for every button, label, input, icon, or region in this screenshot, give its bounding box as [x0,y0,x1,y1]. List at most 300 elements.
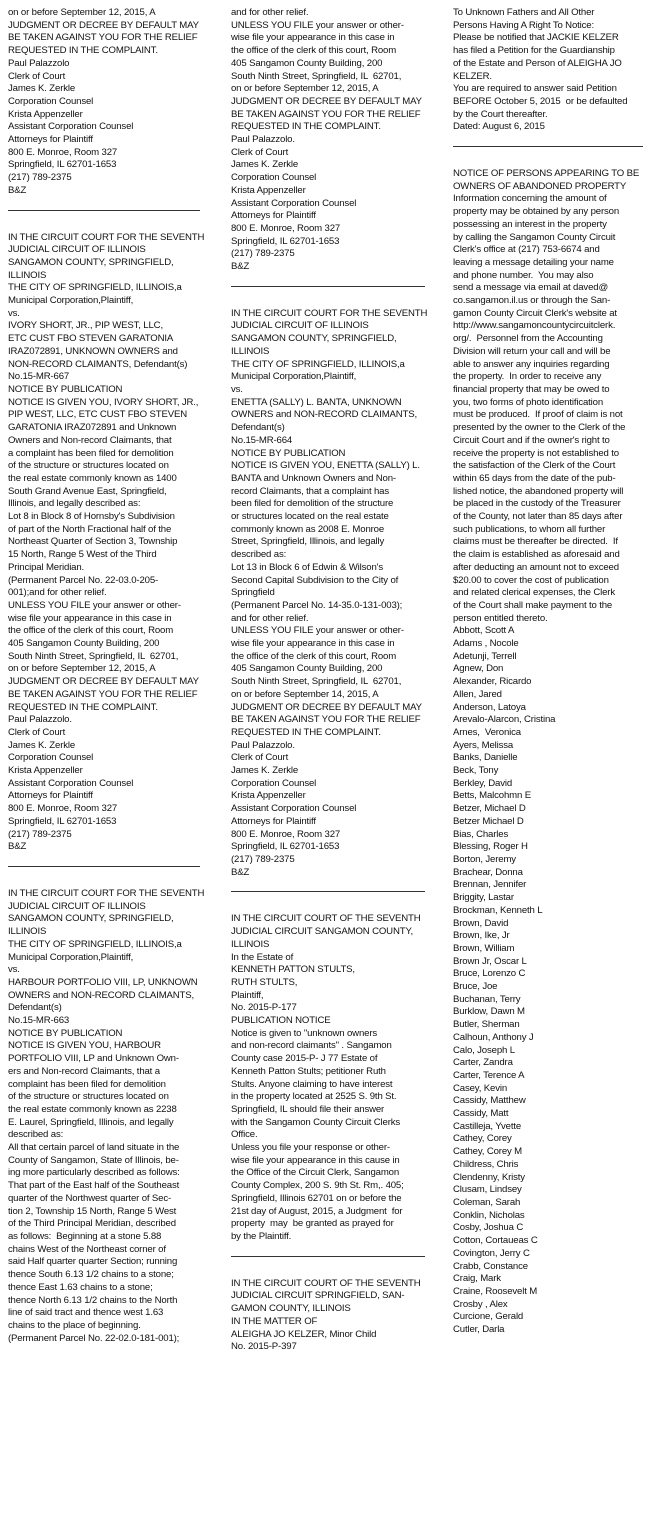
notice-line: NOTICE BY PUBLICATION [8,1027,123,1039]
legal-notice [453,168,645,1337]
notice-line: described as: [231,549,287,561]
notice-line: and phone number. You may also [453,269,594,281]
notice-line: Bruce, Lorenzo C [453,968,526,980]
notice-line: the satisfaction of the Clerk of the Court [453,460,616,472]
notice-line: IN THE CIRCUIT COURT FOR THE SEVENTH [8,888,205,899]
notice-line: by calling the Sangamon County Circuit [453,231,616,243]
notice-line: Assistant Corporation Counsel [231,803,357,815]
notice-line: $20.00 to cover the cost of publication [453,574,609,586]
legal-notice [231,308,427,880]
notice-line: Betzer Michael D [453,815,524,827]
notice-line: wise file your appearance in this case in [231,32,395,44]
notice-line: Clerk of Court [8,70,66,82]
notice-line: Please be notified that JACKIE KELZER [453,32,619,44]
notice-line: Briggity, Lastar [453,892,514,904]
notice-line: NOTICE OF PERSONS APPEARING TO BE [453,168,640,180]
notice-line: JUDICIAL CIRCUIT OF ILLINOIS [8,244,146,256]
notice-line: BEFORE October 5, 2015 or be defaulted [453,95,628,107]
notice-line: Springfield [231,587,275,599]
notice-line: vs. [231,383,243,395]
notice-line: ILLINOIS [8,926,47,938]
notice-line: within 65 days from the date of the pub- [453,472,616,484]
notice-line: NOTICE IS GIVEN YOU, IVORY SHORT, JR., [8,396,199,408]
notice-line: IRAZ072891, UNKNOWN OWNERS and [8,345,178,357]
notice-line: quarter of the Northwest quarter of Sec- [8,1192,172,1204]
notice-line: JUDICIAL CIRCUIT OF ILLINOIS [8,900,146,912]
notice-line: 405 Sangamon County Building, 200 [231,57,383,69]
column-3 [453,7,645,1337]
notice-line: South Grand Avenue East, Springfield, [8,485,167,497]
notice-line: possessing an interest in the property [453,218,607,230]
notice-line: Cathey, Corey [453,1133,512,1145]
notice-line: thence East 1.63 chains to a stone; [8,1281,153,1293]
notice-line: Burklow, Dawn M [453,1006,525,1018]
notice-line: Alexander, Ricardo [453,676,532,688]
notice-line: You are required to answer said Petition [453,83,617,95]
notice-line: Craine, Roosevelt M [453,1285,538,1297]
notice-line: of the Court shall make payment to the [453,599,613,611]
notice-divider [8,866,200,867]
notice-line: commonly known as 2008 E. Monroe [231,523,385,535]
notice-line: JUDICIAL CIRCUIT SANGAMON COUNTY, [231,926,413,938]
notice-line: Paul Palazzolo. [231,739,295,751]
notice-line: (217) 789-2375 [8,828,72,840]
notice-line: and non-record claimants" . Sangamon [231,1040,392,1052]
notice-line: Adetunji, Terrell [453,650,517,662]
notice-line: Curcione, Gerald [453,1311,524,1323]
notice-line: James K. Zerkle [8,739,76,751]
column-1 [8,7,208,1345]
notice-line: Arnes, Veronica [453,726,521,738]
notice-line: OWNERS OF ABANDONED PROPERTY [453,180,627,192]
legal-notice [8,7,208,198]
notice-line: (217) 789-2375 [8,172,72,184]
notice-line: Springfield, IL should file their answer [231,1103,385,1115]
notice-line: OWNERS and NON-RECORD CLAIMANTS, [8,989,195,1001]
notice-line: Kenneth Patton Stults; petitioner Ruth [231,1065,386,1077]
notice-line: after deducting an amount not to exceed [453,561,619,573]
notice-line: or structures located on the real estate [231,511,389,523]
notice-line: REQUESTED IN THE COMPLAINT. [231,121,381,133]
notice-line: Assistant Corporation Counsel [8,121,134,133]
notice-line: Brown, William [453,942,515,954]
notice-line: Krista Appenzeller [8,765,83,777]
notice-line: gamon County Circuit Clerk's website at [453,307,617,319]
notice-line: County case 2015-P- J 77 Estate of [231,1053,378,1065]
notice-line: Assistant Corporation Counsel [231,197,357,209]
notice-line: E. Laurel, Springfield, Illinois, and legally [8,1116,174,1128]
notice-line: HARBOUR PORTFOLIO VIII, LP, UNKNOWN [8,976,198,988]
notice-line: the real estate commonly known as 1400 [8,472,177,484]
notice-line: JUDICIAL CIRCUIT SPRINGFIELD, SAN- [231,1290,405,1302]
notice-line: of the County, not later than 85 days after [453,511,623,523]
notice-line: Allen, Jared [453,688,502,700]
notice-line: South Ninth Street, Springfield, IL 62701, [231,70,402,82]
notice-line: Brockman, Kenneth L [453,904,543,916]
notice-line: you, two forms of photo identification [453,396,604,408]
notice-line: Carter, Zandra [453,1057,513,1069]
notice-line: SANGAMON COUNTY, SPRINGFIELD, [231,333,397,345]
notice-line: NOTICE BY PUBLICATION [8,383,123,395]
notice-line: Springfield, IL 62701-1653 [8,159,117,171]
notice-line: SANGAMON COUNTY, SPRINGFIELD, [8,256,174,268]
notice-line: BE TAKEN AGAINST YOU FOR THE RELIEF [231,108,421,120]
notice-line: James K. Zerkle [231,159,299,171]
notice-line: Calo, Joseph L [453,1044,515,1056]
notice-line: (217) 789-2375 [231,248,295,260]
notice-line: No.15-MR-664 [231,434,293,446]
notice-line: org/. Personnel from the Accounting [453,333,603,345]
notice-line: lished notice, the abandoned property will [453,485,624,497]
notice-line: Krista Appenzeller [231,790,306,802]
notice-line: UNLESS YOU FILE your answer or other- [231,19,404,31]
notice-line: Lot 8 in Block 8 of Hornsby's Subdivision [8,511,175,523]
notice-line: Springfield, IL 62701-1653 [8,815,117,827]
notice-line: Castilleja, Yvette [453,1120,522,1132]
notice-line: THE CITY OF SPRINGFIELD, ILLINOIS,a [8,938,182,950]
notice-line: Plaintiff, [231,989,264,1001]
legal-notice [231,913,427,1243]
notice-line: Lot 13 in Block 6 of Edwin & Wilson's [231,561,383,573]
notice-line: Clusam, Lindsey [453,1184,522,1196]
notice-line: To Unknown Fathers and All Other [453,7,595,18]
legal-notice [231,7,427,274]
notice-line: and for other relief. [231,612,309,624]
notice-line: Childress, Chris [453,1158,519,1170]
notice-line: KELZER. [453,70,492,82]
notice-line: (Permanent Parcel No. 22-03.0-205- [8,574,159,586]
notice-line: person entitled thereto. [453,612,548,624]
notice-line: OWNERS and NON-RECORD CLAIMANTS, [231,409,418,421]
notice-line: BANTA and Unknown Owners and Non- [231,472,396,484]
notice-line: Attorneys for Plaintiff [8,790,93,802]
notice-line: Banks, Danielle [453,752,518,764]
notice-line: ILLINOIS [231,345,270,357]
notice-line: of the structure or structures located on [8,460,169,472]
notice-line: claims must be thereafter be directed. If [453,536,618,548]
notice-line: the real estate commonly known as 2238 [8,1103,177,1115]
notice-line: JUDGMENT OR DECREE BY DEFAULT MAY [8,676,199,688]
notice-line: County of Sangamon, State of Illinois, be- [8,1154,179,1166]
notice-line: PORTFOLIO VIII, LP and Unknown Own- [8,1053,179,1065]
notice-line: Unless you file your response or other- [231,1142,390,1154]
notice-line: IVORY SHORT, JR., PIP WEST, LLC, [8,320,163,332]
notice-line: with the Sangamon County Circuit Clerks [231,1116,401,1128]
notice-line: on or before September 12, 2015, A [8,7,156,18]
notice-line: on or before September 12, 2015, A [231,83,379,95]
notice-line: Municipal Corporation,Plaintiff, [8,951,134,963]
legal-notice [453,7,645,134]
notice-line: Crosby , Alex [453,1298,508,1310]
notice-line: Bias, Charles [453,828,509,840]
notice-line: Brachear, Donna [453,866,523,878]
notice-line: 800 E. Monroe, Room 327 [8,803,118,815]
notice-line: Street, Springfield, Illinois, and legally [231,536,385,548]
legal-notice [8,232,208,854]
notice-line: Corporation Counsel [231,777,317,789]
notice-line: chains to the place of beginning. [8,1319,141,1331]
notice-line: property may be granted as prayed for [231,1218,394,1230]
notice-line: must be produced. If proof of claim is not [453,409,623,421]
notice-line: thence South 6.13 1/2 chains to a stone; [8,1269,174,1281]
notice-line: Persons Having A Right To Notice: [453,19,594,31]
notice-line: ENETTA (SALLY) L. BANTA, UNKNOWN [231,396,402,408]
notice-line: James K. Zerkle [8,83,76,95]
notice-line: Illinois, and legally described as: [8,498,141,510]
notice-line: B&Z [8,841,27,853]
notice-line: Circuit Court and if the owner's right to [453,434,610,446]
notice-line: That part of the East half of the Southeast [8,1180,180,1192]
notice-line: RUTH STULTS, [231,976,298,988]
notice-line: wise file your appearance in this cause in [231,1154,400,1166]
notice-line: No.15-MR-663 [8,1015,70,1027]
notice-line: Second Capital Subdivision to the City of [231,574,399,586]
notice-line: BE TAKEN AGAINST YOU FOR THE RELIEF [8,32,198,44]
notice-line: BE TAKEN AGAINST YOU FOR THE RELIEF [231,714,421,726]
notice-line: receive the property is not established to [453,447,619,459]
notice-line: Assistant Corporation Counsel [8,777,134,789]
notice-line: chains West of the Northeast corner of [8,1243,166,1255]
notice-line: NOTICE IS GIVEN YOU, HARBOUR [8,1040,161,1052]
notice-line: B&Z [231,261,250,273]
notice-line: presented by the owner to the Clerk of the [453,422,626,434]
notice-line: Adams , Nocole [453,638,519,650]
notice-line: 800 E. Monroe, Room 327 [8,146,118,158]
notice-line: No. 2015-P-177 [231,1002,297,1014]
column-2 [231,7,427,1354]
notice-line: a complaint has been filed for demolition [8,447,174,459]
notice-line: Stults. Anyone claiming to have interest [231,1078,393,1090]
notice-line: Dated: August 6, 2015 [453,121,545,133]
notice-line: (Permanent Parcel No. 22-02.0-181-001); [8,1332,180,1344]
notice-line: of the structure or structures located on [8,1091,169,1103]
notice-line: Information concerning the amount of [453,193,607,205]
notice-line: wise file your appearance in this case in [231,638,395,650]
notice-line: such publications, to whom all further [453,523,606,535]
notice-line: Krista Appenzeller [231,184,306,196]
notice-divider [231,286,425,287]
notice-line: Covington, Jerry C [453,1247,530,1259]
notice-line: described as: [8,1129,64,1141]
notice-line: co.sangamon.il.us or through the San- [453,295,611,307]
notice-line: Clerk of Court [231,752,289,764]
notice-line: complaint has been filed for demolition [8,1078,166,1090]
notice-line: ETC CUST FBO STEVEN GARATONIA [8,333,174,345]
notice-line: 15 North, Range 5 West of the Third [8,549,157,561]
notice-line: be placed in the custody of the Treasurer [453,498,621,510]
notice-line: Office. [231,1129,258,1141]
notice-line: KENNETH PATTON STULTS, [231,964,355,976]
notice-line: REQUESTED IN THE COMPLAINT. [8,45,158,57]
notice-line: Notice is given to "unknown owners [231,1027,378,1039]
notice-line: All that certain parcel of land situate in the [8,1142,180,1154]
notice-line: Cathey, Corey M [453,1146,523,1158]
notice-line: Cutler, Darla [453,1324,505,1336]
notice-line: Abbott, Scott A [453,625,515,637]
notice-line: thence North 6.13 1/2 chains to the North [8,1294,178,1306]
notice-line: vs. [8,964,20,976]
notice-line: B&Z [231,866,250,878]
notice-line: IN THE CIRCUIT COURT OF THE SEVENTH [231,913,421,925]
notice-line: vs. [8,307,20,319]
notice-line: Paul Palazzolo. [231,134,295,146]
notice-line: Coleman, Sarah [453,1196,521,1208]
notice-line: JUDGMENT OR DECREE BY DEFAULT MAY [231,701,422,713]
notice-line: Clerk of Court [8,726,66,738]
notice-line: Attorneys for Plaintiff [8,134,93,146]
notice-line: Brown Jr, Oscar L [453,955,527,967]
notice-line: Clendenny, Kristy [453,1171,525,1183]
notice-line: on or before September 12, 2015, A [8,663,156,675]
legal-notice [8,888,208,1345]
notice-line: THE CITY OF SPRINGFIELD, ILLINOIS,a [8,282,182,294]
notice-line: Berkley, David [453,777,513,789]
notice-line: Brown, David [453,917,509,929]
notice-line: THE CITY OF SPRINGFIELD, ILLINOIS,a [231,358,405,370]
notice-line: line of said tract and thence west 1.63 [8,1307,164,1319]
notice-line: by the Plaintiff. [231,1230,292,1242]
notice-line: PIP WEST, LLC, ETC CUST FBO STEVEN [8,409,187,421]
notice-line: Corporation Counsel [8,95,94,107]
notice-line: Clerk's office at (217) 753-6674 and [453,244,600,256]
notice-line: 21st day of August, 2015, a Judgment for [231,1205,403,1217]
notice-line: Arevalo-Alarcon, Cristina [453,714,556,726]
notice-line: JUDGMENT OR DECREE BY DEFAULT MAY [8,19,199,31]
notice-line: NON-RECORD CLAIMANTS, Defendant(s) [8,358,188,370]
notice-line: able to answer any inquiries regarding [453,358,610,370]
notice-line: Krista Appenzeller [8,108,83,120]
notice-line: No. 2015-P-397 [231,1341,297,1353]
notice-line: JUDICIAL CIRCUIT OF ILLINOIS [231,320,369,332]
notice-line: Cassidy, Matthew [453,1095,526,1107]
notice-line: wise file your appearance in this case in [8,612,172,624]
notice-line: Betts, Malcohmn E [453,790,531,802]
notice-line: JUDGMENT OR DECREE BY DEFAULT MAY [231,95,422,107]
notice-line: property may be obtained by any person [453,206,620,218]
notice-line: Paul Palazzolo [8,57,70,69]
notice-line: UNLESS YOU FILE your answer or other- [8,599,181,611]
notice-line: http://www.sangamoncountycircuitclerk. [453,320,616,332]
notice-line: send a message via email at daved@ [453,282,609,294]
notice-line: (217) 789-2375 [231,854,295,865]
notice-line: Buchanan, Terry [453,993,521,1005]
notice-line: ers and Non-record Claimants, that a [8,1065,160,1077]
notice-line: tion 2, Township 15 North, Range 5 West [8,1205,177,1217]
notice-line: the office of the clerk of this court, Room [231,45,397,57]
notice-line: the property. In order to receive any [453,371,602,383]
notice-line: Butler, Sherman [453,1019,520,1031]
notice-line: Carter, Terence A [453,1069,525,1081]
legal-notice [231,1278,427,1354]
notice-line: Cotton, Cortaueas C [453,1235,538,1247]
notice-line: ing more particularly described as follows: [8,1167,180,1179]
notice-line: Springfield, IL 62701-1653 [231,235,340,247]
notice-line: ILLINOIS [8,269,47,281]
notice-line: as follows: Beginning at a stone 5.88 [8,1230,162,1242]
notice-divider [453,146,643,147]
notice-line: 001);and for other relief. [8,587,107,599]
notice-line: Borton, Jeremy [453,854,516,865]
notice-line: and for other relief. [231,7,309,18]
notice-line: Calhoun, Anthony J [453,1031,534,1043]
notice-divider [231,891,425,892]
notice-line: of the Third Principal Meridian, described [8,1218,176,1230]
notice-line: of the Estate and Person of ALEIGHA JO [453,57,622,69]
notice-line: 800 E. Monroe, Room 327 [231,222,341,234]
notice-line: financial property that may be owed to [453,383,610,395]
notice-line: Attorneys for Plaintiff [231,815,316,827]
notice-line: PUBLICATION NOTICE [231,1015,331,1027]
notice-line: James K. Zerkle [231,765,299,777]
notice-line: Corporation Counsel [231,172,317,184]
notice-line: of part of the North Fractional half of the [8,523,172,535]
notice-line: IN THE CIRCUIT COURT FOR THE SEVENTH [8,231,205,243]
notice-line: NOTICE BY PUBLICATION [231,447,346,459]
notice-line: South Ninth Street, Springfield, IL 62701, [231,676,402,688]
notice-line: said Half quarter quarter Section; running [8,1256,178,1268]
notice-line: NOTICE IS GIVEN YOU, ENETTA (SALLY) L. [231,460,420,472]
notice-line: Defendant(s) [231,422,285,434]
notice-line: 405 Sangamon County Building, 200 [231,663,383,675]
notice-line: the Office of the Circuit Clerk, Sangamon [231,1167,400,1179]
notice-line: REQUESTED IN THE COMPLAINT. [231,726,381,738]
notice-line: GAMON COUNTY, ILLINOIS [231,1303,351,1315]
notice-line: (Permanent Parcel No. 14-35.0-131-003); [231,599,403,611]
notice-line: the office of the clerk of this court, Room [231,650,397,662]
notice-line: record Claimants, that a complaint has [231,485,390,497]
notice-line: Northeast Quarter of Section 3, Township [8,536,178,548]
notice-line: Springfield, Illinois 62701 on or before the [231,1192,402,1204]
notice-line: Paul Palazzolo. [8,714,72,726]
notice-line: Brennan, Jennifer [453,879,527,891]
notice-line: ALEIGHA JO KELZER, Minor Child [231,1328,377,1340]
notice-line: IN THE CIRCUIT COURT FOR THE SEVENTH [231,307,428,319]
notice-line: by the Court thereafter. [453,108,548,120]
notice-line: South Ninth Street, Springfield, IL 62701, [8,650,179,662]
notice-line: Agnew, Don [453,663,504,675]
notice-line: Clerk of Court [231,146,289,158]
notice-line: B&Z [8,184,27,196]
notice-line: Blessing, Roger H [453,841,528,853]
notice-line: Principal Meridian. [8,561,85,573]
notice-divider [8,210,200,211]
notice-line: Ayers, Melissa [453,739,514,751]
notice-line: GARATONIA IRAZ072891 and Unknown [8,422,177,434]
notice-line: Municipal Corporation,Plaintiff, [231,371,357,383]
notice-line: 405 Sangamon County Building, 200 [8,638,160,650]
notice-line: the claim is established as aforesaid and [453,549,620,561]
notice-line: REQUESTED IN THE COMPLAINT. [8,701,158,713]
notice-line: BE TAKEN AGAINST YOU FOR THE RELIEF [8,688,198,700]
notice-line: In the Estate of [231,951,294,963]
notice-line: Crabb, Constance [453,1260,528,1272]
notice-line: in the property located at 2525 S. 9th St. [231,1091,397,1103]
notice-line: Cosby, Joshua C [453,1222,524,1234]
notice-line: Springfield, IL 62701-1653 [231,841,340,853]
notice-line: Anderson, Latoya [453,701,526,713]
notice-line: Beck, Tony [453,765,499,777]
notice-line: IN THE MATTER OF [231,1315,318,1327]
notice-line: UNLESS YOU FILE your answer or other- [231,625,404,637]
notice-line: leaving a message detailing your name [453,256,614,268]
notice-line: County Complex, 200 S. 9th St. Rm,. 405; [231,1180,404,1192]
notice-line: Bruce, Joe [453,981,498,993]
notice-line: Betzer, Michael D [453,803,526,815]
notice-line: Attorneys for Plaintiff [231,210,316,222]
notice-line: the office of the clerk of this court, Room [8,625,174,637]
notice-line: Cassidy, Matt [453,1108,509,1120]
notice-line: Defendant(s) [8,1002,62,1014]
